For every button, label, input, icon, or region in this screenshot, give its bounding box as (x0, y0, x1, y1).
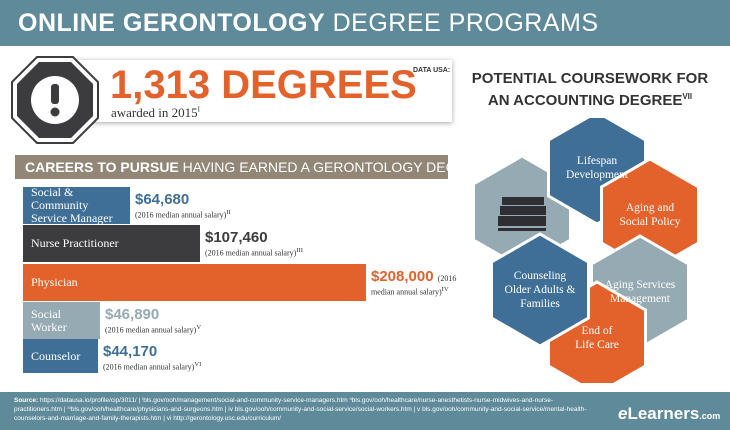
career-salary: $208,000 (2016 (371, 268, 457, 285)
careers-title-bold: CAREERS TO PURSUE (25, 159, 179, 175)
career-label: Social & Community Service Manager (31, 185, 113, 225)
coursework-ref: VII (682, 92, 693, 101)
career-salary-note: (2016 median annual salary)$^V$ (105, 324, 202, 335)
career-bar-physician (23, 264, 366, 301)
career-salary-note: (2016 median annual salary)$^{III}$ (205, 247, 303, 258)
career-salary-note: (2016 median annual salary)$^{II}$ (135, 209, 231, 220)
degrees-count: 1,313 DEGREES (110, 63, 417, 107)
page-title-bold: ONLINE GERONTOLOGY (18, 8, 326, 37)
career-label: Physician (31, 275, 78, 289)
career-salary-tail: (2016 (437, 274, 457, 283)
header-bar (0, 0, 730, 46)
careers-title-light: HAVING EARNED A GERONTOLOGY DEGREE (182, 159, 486, 175)
stacked-books-icon (498, 197, 546, 231)
footer-source-text: https://datausa.io/profile/cip/3011/ | ⁱbls.gov/ooh/management/social-and-community-service-managers.htm ⁱⁱbls.gov/ooh/healthcare/nurse-anesthetists-nurse-midwives-and-nurse-practitioners.htm | ⁱⁱⁱbls.gov/ooh/healthcare/physicians-and-surgeons.htm | iv bls.gov/ooh/community-and-social-service/social-workers.htm | v bls.gov/ooh/community-and-social-service/mental-health-counselors-and-marriage-and-family-therapists.htm | vi http://gerontology.usc.edu/curriculum/ (14, 397, 587, 422)
careers-banner (15, 155, 486, 179)
career-label: Social Worker (31, 306, 67, 334)
career-label: Nurse Practitioner (31, 236, 119, 250)
degrees-ref: I (197, 105, 200, 114)
career-label: Counselor (31, 348, 81, 363)
elearners-logo[interactable]: eLearners.com (618, 404, 721, 423)
coursework-title (470, 70, 710, 110)
hex-label-social-policy: Aging and Social Policy (619, 202, 681, 228)
data-source-label: DATA USA: (413, 67, 451, 74)
hex-label-services-management: Aging Services Management (604, 279, 676, 305)
careers-title (25, 159, 485, 175)
career-bar-social-worker (23, 302, 100, 339)
career-salary: $44,170 (103, 343, 158, 360)
career-salary-note: (2016 median annual salary)$^{VI}$ (103, 361, 202, 372)
career-bar-counselor (23, 339, 98, 373)
page-title-light: DEGREE PROGRAMS (332, 8, 599, 37)
coursework-title-line1: POTENTIAL COURSEWORK FOR (471, 70, 709, 87)
career-salary-note: median annual salary)$^{IV}$ (371, 286, 449, 297)
career-salary: $46,890 (105, 306, 160, 323)
hex-label-lifespan: Lifespan Development (566, 155, 628, 181)
page-title (18, 9, 599, 38)
career-bar-nurse-practitioner (23, 225, 200, 262)
coursework-title-line2: AN ACCOUNTING DEGREE (487, 92, 683, 109)
career-salary: $64,680 (135, 191, 190, 208)
footer-source-label: Source: (14, 397, 39, 404)
career-bar-social-community-manager (23, 187, 130, 224)
exclamation-octagon-icon (10, 55, 100, 145)
degrees-subtitle: awarded in $2015^I$ (111, 105, 200, 120)
career-salary: $107,460 (205, 229, 268, 246)
hex-label-end-of-life: End of Life Care (575, 325, 619, 351)
footer-sources (14, 396, 594, 423)
hex-label-counseling: Counseling Older Adults & Families (504, 270, 576, 310)
